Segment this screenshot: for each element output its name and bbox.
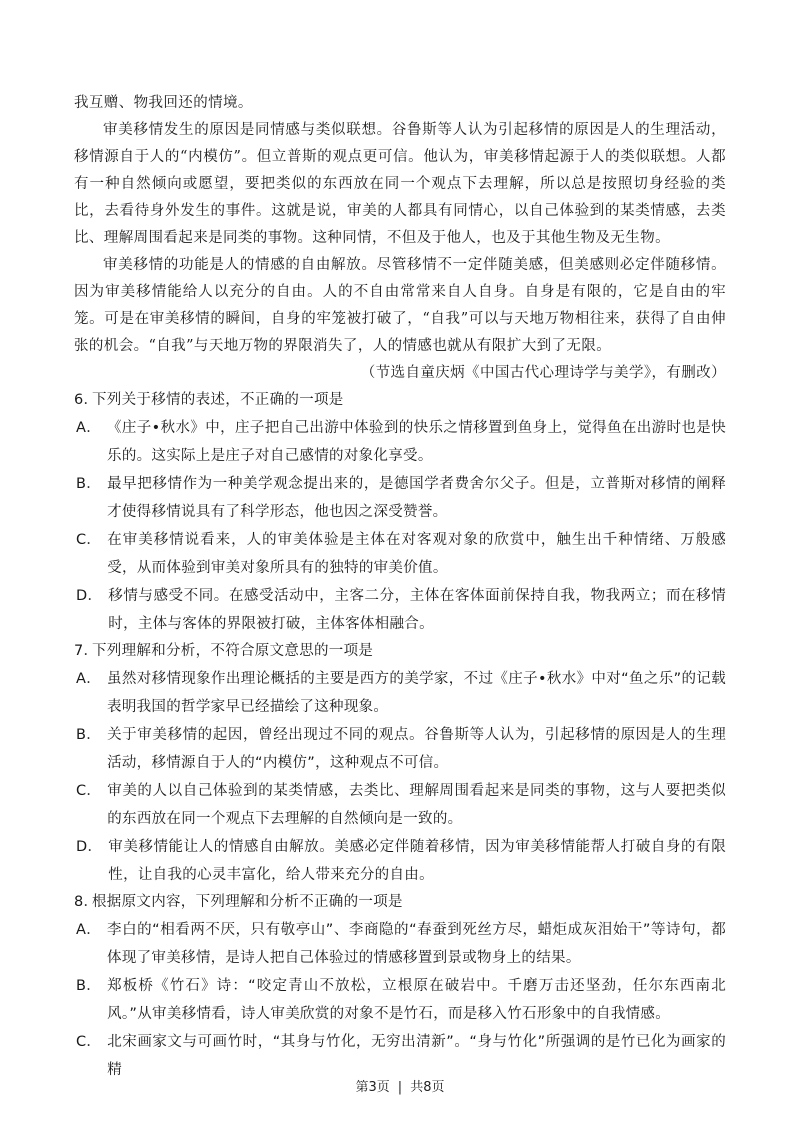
option-d bbox=[74, 582, 726, 638]
option-a bbox=[74, 414, 726, 470]
question-stem bbox=[74, 889, 726, 916]
option-text: 郑板桥《竹石》诗：“咬定青山不放松，立根原在破岩中。千磨万击还坚劲，任尔东西南北风。”从审美移情看，诗人审美欣赏的对象不是竹石，而是移入竹石形象中的自我情感。 bbox=[107, 978, 726, 1022]
question-8 bbox=[74, 889, 726, 1084]
option-text: 在审美移情说看来，人的审美体验是主体在对客观对象的欣赏中，触生出千种情绪、万般感受，从而体验到审美对象所具有的独特的审美价值。 bbox=[107, 532, 726, 576]
option-text: 北宋画家文与可画竹时，“其身与竹化，无穷出清新”。“身与竹化”所强调的是竹已化为画家的精 bbox=[107, 1034, 726, 1078]
page-total: 共8页 bbox=[410, 1080, 445, 1095]
option-label: B． bbox=[76, 476, 102, 492]
question-number: 6． bbox=[74, 392, 99, 408]
option-c bbox=[74, 777, 726, 833]
option-text: 最早把移情作为一种美学观念提出来的，是德国学者费舍尔父子。但是，立普斯对移情的阐释才使得移情说具有了科学形态，他也因之深受赞誉。 bbox=[107, 476, 726, 520]
option-b bbox=[74, 470, 726, 526]
option-label: C． bbox=[76, 783, 102, 799]
question-number: 8． bbox=[74, 894, 99, 910]
option-text: 虽然对移情现象作出理论概括的主要是西方的美学家，不过《庄子•秋水》中对“鱼之乐”的记载表明我国的哲学家早已经描绘了这种现象。 bbox=[107, 671, 726, 715]
option-text: 《庄子•秋水》中，庄子把自己出游中体验到的快乐之情移置到鱼身上，觉得鱼在出游时也是快乐的。这实际上是庄子对自己感情的对象化享受。 bbox=[107, 420, 726, 464]
reading-passage bbox=[74, 90, 726, 387]
option-label: D． bbox=[76, 588, 103, 604]
passage-paragraph-1: 我互赠、物我回还的情境。 bbox=[74, 95, 253, 111]
option-label: C． bbox=[76, 1034, 102, 1050]
passage-paragraph-3: 审美移情的功能是人的情感的自由解放。尽管移情不一定伴随美感，但美感则必定伴随移情。因为审美移情能给人以充分的自由。人的不自由常常来自人自身。自身是有限的，它是自由的牢笼。可是在审美移情的瞬间，自身的牢笼被打破了，“自我”可以与天地万物相往来，获得了自由伸张的机会。“自我”与天地万物的界限消失了，人的情感也就从有限扩大到了无限。 bbox=[74, 257, 726, 354]
question-stem bbox=[74, 387, 726, 414]
option-a bbox=[74, 916, 726, 972]
option-text: 审美移情能让人的情感自由解放。美感必定伴随着移情，因为审美移情能帮人打破自身的有限性，让自我的心灵丰富化，给人带来充分的自由。 bbox=[108, 839, 726, 883]
question-number: 7． bbox=[74, 643, 99, 659]
option-a bbox=[74, 665, 726, 721]
option-b bbox=[74, 721, 726, 777]
option-text: 关于审美移情的起因，曾经出现过不同的观点。谷鲁斯等人认为，引起移情的原因是人的生理活动，移情源自于人的“内模仿”，这种观点不可信。 bbox=[107, 727, 726, 771]
option-b bbox=[74, 972, 726, 1028]
page-number: 第3页 bbox=[355, 1080, 390, 1095]
question-7 bbox=[74, 638, 726, 889]
passage-paragraph-2: 审美移情发生的原因是同情感与类似联想。谷鲁斯等人认为引起移情的原因是人的生理活动，移情源自于人的“内模仿”。但立普斯的观点更可信。他认为，审美移情起源于人的类似联想。人都有一种自然倾向或愿望，要把类似的东西放在同一个观点下去理解，所以总是按照切身经验的类比，去看待身外发生的事件。这就是说，审美的人都具有同情心，以自己体验到的某类情感，去类比、理解周围看起来是同类的事物。这种同情，不但及于他人，也及于其他生物及无生物。 bbox=[74, 122, 726, 246]
option-label: A． bbox=[76, 671, 102, 687]
question-6 bbox=[74, 387, 726, 638]
passage-source: （节选自童庆炳《中国古代心理诗学与美学》，有删改） bbox=[360, 365, 726, 381]
option-label: C． bbox=[76, 532, 102, 548]
page-content bbox=[74, 90, 726, 1084]
option-label: B． bbox=[76, 727, 102, 743]
option-label: A． bbox=[76, 922, 102, 938]
option-label: A． bbox=[76, 420, 102, 436]
option-label: D． bbox=[76, 839, 103, 855]
footer-separator: | bbox=[397, 1080, 403, 1095]
option-d bbox=[74, 833, 726, 889]
option-c bbox=[74, 526, 726, 582]
page-footer bbox=[0, 1076, 800, 1095]
question-text: 根据原文内容，下列理解和分析不正确的一项是 bbox=[92, 894, 403, 910]
option-text: 李白的“相看两不厌，只有敬亭山”、李商隐的“春蚕到死丝方尽，蜡炬成灰泪始干”等诗句，都体现了审美移情，是诗人把自己体验过的情感移置到景或物身上的结果。 bbox=[107, 922, 726, 966]
question-stem bbox=[74, 638, 726, 665]
question-text: 下列理解和分析，不符合原文意思的一项是 bbox=[92, 643, 374, 659]
option-text: 审美的人以自己体验到的某类情感，去类比、理解周围看起来是同类的事物，这与人要把类似的东西放在同一个观点下去理解的自然倾向是一致的。 bbox=[107, 783, 726, 827]
option-text: 移情与感受不同。在感受活动中，主客二分，主体在客体面前保持自我，物我两立；而在移情时，主体与客体的界限被打破，主体客体相融合。 bbox=[108, 588, 726, 632]
question-text: 下列关于移情的表述，不正确的一项是 bbox=[92, 392, 344, 408]
option-label: B． bbox=[76, 978, 102, 994]
